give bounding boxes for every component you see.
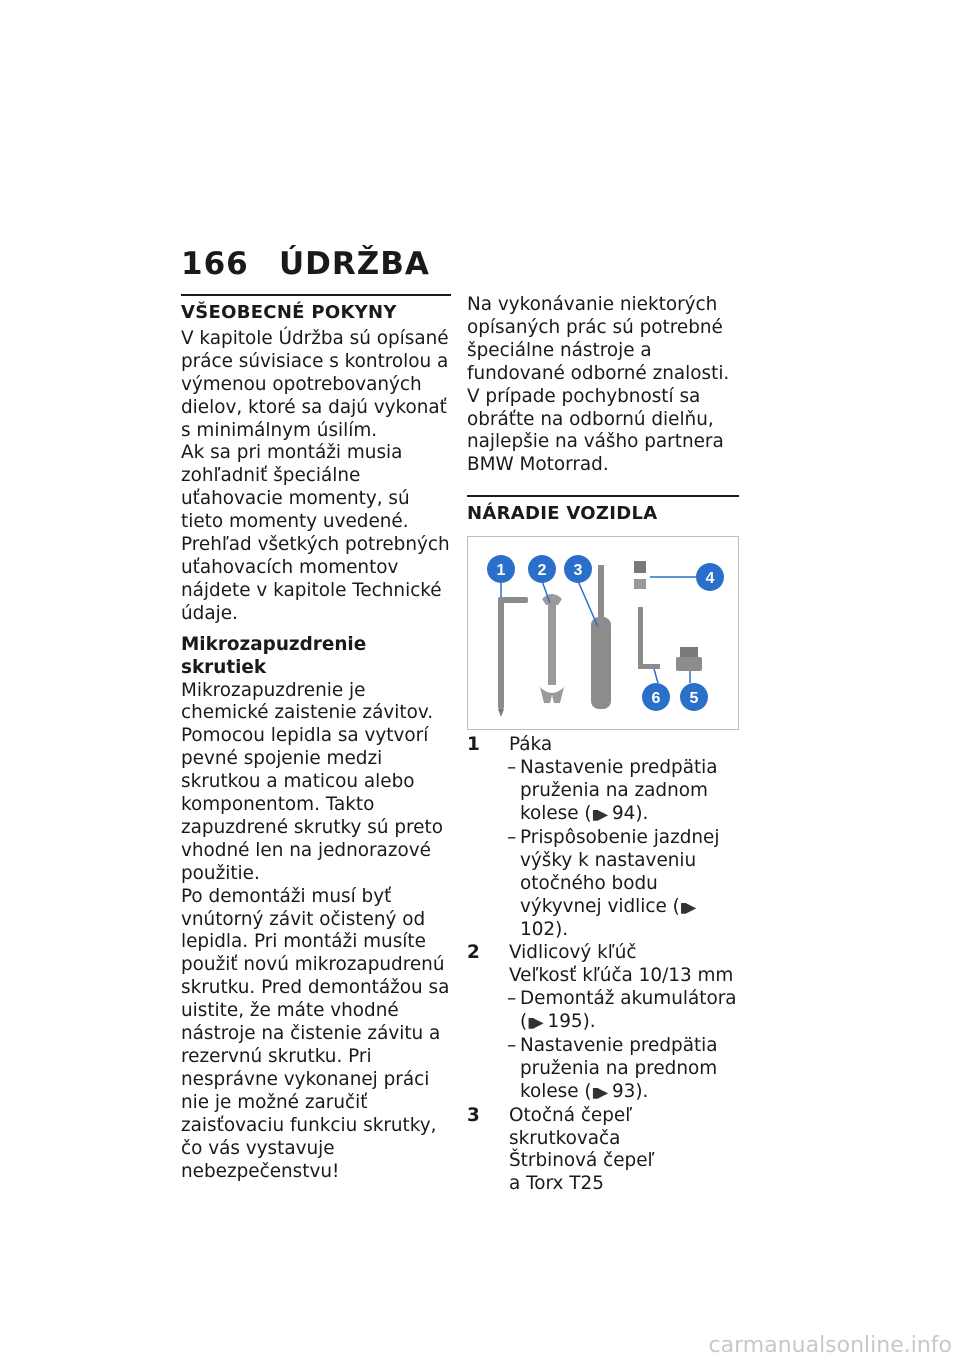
- callout-2: [528, 555, 556, 583]
- right-column: [467, 294, 739, 1196]
- wrench-tool: [540, 594, 564, 703]
- svg-text:5: 5: [689, 690, 699, 708]
- svg-text:4: 4: [705, 570, 715, 588]
- page-reference-arrow-icon: ▮▶: [679, 899, 695, 916]
- paragraph: Ak sa pri montáži musia zohľadniť špeciálne uťahovacie momenty, sú tieto momenty uvedené. Prehľad všetkých potrebných uťahovacích momentov nájdete v kapitole Technické údaje.: [181, 442, 450, 624]
- lever-tool: [498, 597, 528, 717]
- page-reference-arrow-icon: ▮▶: [591, 806, 607, 823]
- item-number: 3: [467, 1104, 480, 1126]
- callout-1: [487, 555, 515, 583]
- page-number: 166: [181, 246, 249, 282]
- svg-text:2: 2: [537, 562, 547, 580]
- item-number: 1: [467, 734, 480, 756]
- svg-text:6: 6: [651, 690, 661, 708]
- item-detail: Štrbinová čepeľ: [509, 1150, 655, 1172]
- page-reference-link[interactable]: 94).: [611, 802, 649, 824]
- subheading-microencapsulation: Mikrozapuzdrenie skrutiek: [181, 633, 367, 678]
- item-detail: a Torx T25: [509, 1173, 604, 1195]
- sub-item: – Nastavenie predpätia pruženia na prednom kolese (▮▶ 93).: [507, 1034, 718, 1102]
- sub-item: – Demontáž akumulátora (▮▶ 195).: [507, 988, 737, 1033]
- paragraph: Po demontáži musí byť vnútorný závit očistený od lepidla. Pri montáži musíte použiť novú mikrozapudrenú skrutku. Pred demontážou sa uistite, že máte vhodné nástroje na čistenie závitu a rezervnú skrutku. Pri nesprávne vykonanej práci nie je možné zaručiť zaisťovaciu funkciu skrutky, čo vás vystavuje nebezpečenstvu!: [181, 885, 450, 1182]
- allen-key-tool: [638, 607, 660, 669]
- paragraph: Na vykonávanie niektorých opísaných prác sú potrebné špeciálne nástroje a fundované odborné znalosti. V prípade pochybností sa obráťte na odbornú dielňu, najlepšie na vášho partnera BMW Motorrad.: [467, 294, 730, 476]
- item-number: 2: [467, 942, 480, 964]
- item-title: Páka: [509, 734, 553, 756]
- tool-item-2: [467, 942, 739, 965]
- page-reference-arrow-icon: ▮▶: [591, 1084, 607, 1101]
- svg-text:1: 1: [496, 562, 506, 580]
- chapter-title: ÚDRŽBA: [279, 246, 430, 282]
- screwdriver-tool: [591, 565, 611, 709]
- adapter-tool: [676, 647, 702, 671]
- page-header: [181, 246, 430, 282]
- left-column: [181, 294, 451, 1183]
- item-detail: Veľkosť kľúča 10/13 mm: [509, 965, 734, 987]
- callout-5: [680, 683, 708, 711]
- section-title-tools: NÁRADIE VOZIDLA: [467, 495, 739, 526]
- item-title: Otočná čepeľ skrutkovača: [509, 1104, 633, 1149]
- section-title-general: VŠEOBECNÉ POKYNY: [181, 294, 451, 325]
- tool-item-1: [467, 734, 739, 757]
- callout-3: [564, 555, 592, 583]
- sub-item: – Prispôsobenie jazdnej výšky k nastaveniu otočného bodu výkyvnej vidlice (▮▶ 102).: [507, 826, 720, 941]
- page-reference-arrow-icon: ▮▶: [527, 1015, 542, 1032]
- page-reference-link[interactable]: 93).: [611, 1080, 649, 1102]
- page-reference-link[interactable]: 195).: [547, 1011, 596, 1033]
- footer-watermark-url: carmanualsonline.info: [708, 1333, 952, 1358]
- callout-6: [642, 683, 670, 711]
- callout-4: [696, 563, 724, 591]
- svg-text:3: 3: [573, 562, 583, 580]
- paragraph: V kapitole Údržba sú opísané práce súvisiace s kontrolou a výmenou opotrebovaných dielov, ktoré sa dajú vykonať s minimálnym úsilím.: [181, 327, 449, 441]
- sub-item: – Nastavenie predpätia pruženia na zadnom kolese (▮▶ 94).: [507, 757, 718, 824]
- bit-tools: [634, 561, 646, 589]
- tool-kit-figure: [467, 536, 739, 730]
- page-reference-link[interactable]: 102).: [520, 919, 569, 941]
- tool-kit-illustration: [468, 537, 738, 729]
- paragraph: Mikrozapuzdrenie je chemické zaistenie závitov. Pomocou lepidla sa vytvorí pevné spojenie medzi skrutkou a maticou alebo komponentom. Takto zapuzdrené skrutky sú preto vhodné len na jednorazové použitie.: [181, 679, 443, 884]
- item-title: Vidlicový kľúč: [509, 942, 637, 964]
- tool-item-3: [467, 1105, 739, 1151]
